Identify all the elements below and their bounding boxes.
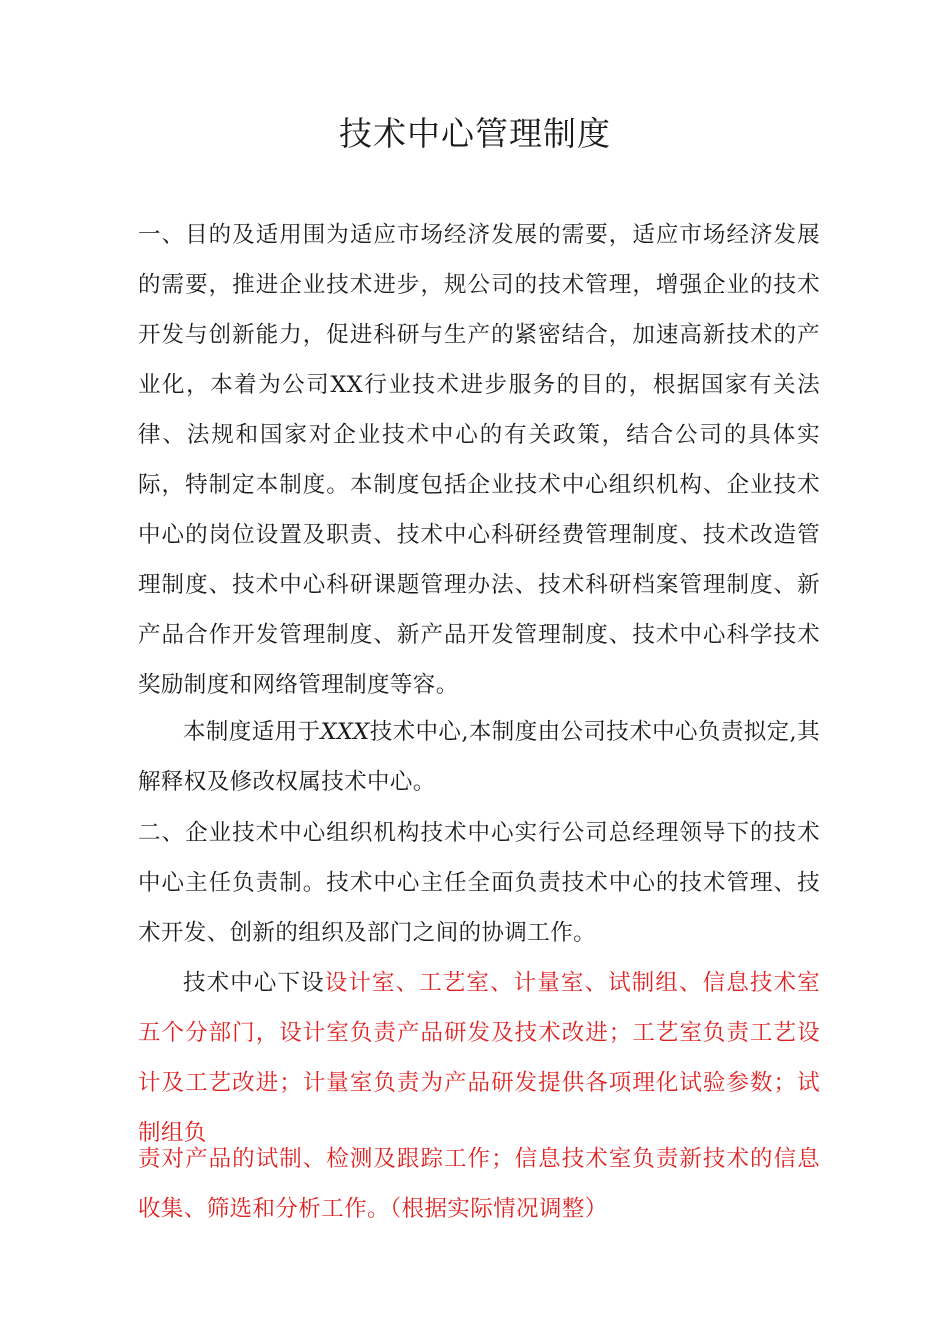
departments-continued-highlighted-text: 责对产品的试制、检测及跟踪工作；信息技术室负责新技术的信息收集、筛选和分析工作。（根据实际情况调整） [138, 1146, 820, 1222]
section-purpose-paragraph [138, 210, 820, 710]
scope-paragraph [138, 707, 820, 807]
departments-prefix: 技术中心下设 [183, 970, 325, 996]
scope-prefix: 本制度适用于 [183, 719, 321, 745]
departments-highlighted-text: 设计室、工艺室、计量室、试制组、信息技术室五个分部门，设计室负责产品研发及技术改进；工艺室负责工艺设计及工艺改进；计量室负责为产品研发提供各项理化试验参数；试制组负 [138, 970, 820, 1146]
section-organization-text: 二、企业技术中心组织机构技术中心实行公司总经理领导下的技术中心主任负责制。技术中心主任全面负责技术中心的技术管理、技术开发、创新的组织及部门之间的协调工作。 [138, 820, 820, 946]
section-organization-paragraph [138, 808, 820, 958]
document-title: 技术中心管理制度 [339, 114, 611, 153]
departments-paragraph [138, 958, 820, 1158]
departments-continued-paragraph [138, 1134, 820, 1234]
scope-xxx-placeholder: XXX [320, 719, 370, 745]
scope-suffix: 技术中心,本制度由公司技术中心负责拟定,其解释权及修改权属技术中心。 [138, 719, 820, 795]
section-purpose-text: 一、目的及适用围为适应市场经济发展的需要，适应市场经济发展的需要，推进企业技术进步，规公司的技术管理，增强企业的技术开发与创新能力，促进科研与生产的紧密结合，加速高新技术的产业化，本着为公司XX行业技术进步服务的目的，根据国家有关法律、法规和国家对企业技术中心的有关政策，结合公司的具体实际，特制定本制度。本制度包括企业技术中心组织机构、企业技术中心的岗位设置及职责、技术中心科研经费管理制度、技术改造管理制度、技术中心科研课题管理办法、技术科研档案管理制度、新产品合作开发管理制度、新产品开发管理制度、技术中心科学技术奖励制度和网络管理制度等容。 [138, 222, 820, 698]
